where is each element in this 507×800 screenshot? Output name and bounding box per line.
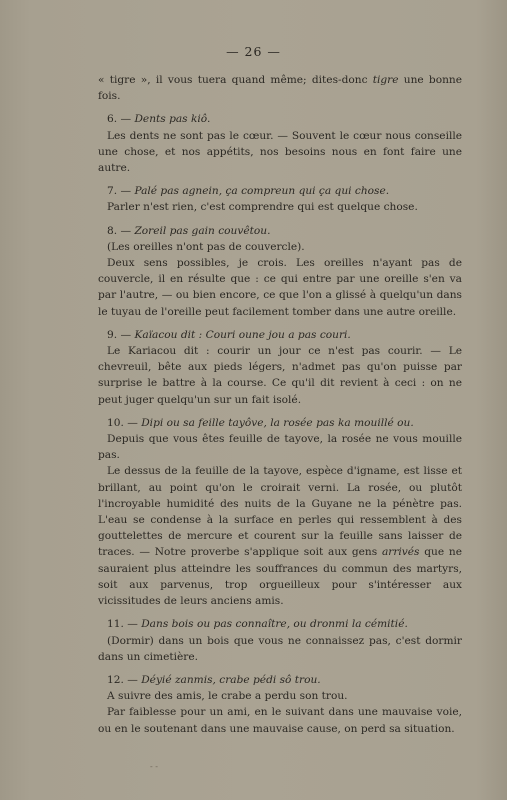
proverb-gloss: A suivre des amis, le crabe a perdu son trou. (107, 690, 348, 703)
opening-text-end: une bonne fois. (98, 74, 462, 103)
opening-paragraph (98, 72, 462, 104)
proverb-gloss: (Les oreilles n'ont pas de couvercle). (107, 240, 305, 253)
proverb-gloss: Parler n'est rien, c'est comprendre qui est quelque chose. (107, 201, 418, 214)
proverb-gloss: (Dormir) dans un bois que vous ne connaissez pas, c'est dormir dans un cimetière. (98, 634, 462, 663)
proverb-text: Kaïacou dit : Couri oune jou a pas couri. (134, 328, 351, 341)
proverb-heading-9 (98, 327, 462, 343)
proverb-number: 9. — (107, 328, 135, 341)
commentary-italic: arrivés (381, 546, 420, 559)
page-body (98, 72, 462, 737)
proverb-heading-11 (98, 616, 462, 632)
proverb-gloss: Deux sens possibles, je crois. Les oreilles n'ayant pas de couvercle, il en résulte que : ce qui entre par une oreille s'en va par l'autre, — ou bien encore, ce que l'on a glissé à quelqu'un dans le tuyau de l'oreille peut facilement tomber dans une autre oreille. (98, 257, 462, 318)
proverb-text: Palé pas agnein, ça compreun qui ça qui chose. (134, 185, 390, 198)
proverb-gloss: Les dents ne sont pas le cœur. — Souvent le cœur nous conseille une chose, et nos appétits, nos besoins nous en font faire une autre. (98, 129, 462, 175)
commentary-text: Le dessus de la feuille de la tayove, espèce d'igname, est lisse et brillant, au point qu'on le croirait verni. La rosée, ou plutôt l'incroyable humidité des nuits de la Guyane ne la pénètre pas. L'eau se condense à la surface en perles qui ressemblent à des gouttelettes de mercure et courent sur la feuille sans laisser de traces. — Notre proverbe s'applique soit aux gens (98, 465, 462, 559)
page-smudge-mark: - - (150, 762, 158, 771)
proverb-heading-7 (98, 183, 462, 199)
proverb-gloss: Le Kariacou dit : courir un jour ce n'est pas courir. — Le chevreuil, bête aux pieds légers, n'admet pas qu'on puisse par surprise le battre à la course. Ce qu'il dit revient à ceci : on ne peut juger quelqu'un sur un fait isolé. (98, 345, 462, 406)
proverb-heading-6 (98, 111, 462, 127)
proverb-gloss: Depuis que vous êtes feuille de tayove, la rosée ne vous mouille pas. (98, 433, 462, 462)
proverb-text: Déyié zanmis, crabe pédi sô trou. (141, 673, 321, 686)
proverb-number: 12. — (107, 673, 142, 686)
proverb-gloss: Par faiblesse pour un ami, en le suivant dans une mauvaise voie, ou en le soutenant dans une mauvaise cause, on perd sa situation. (98, 706, 462, 735)
proverb-text: Dipi ou sa feille tayôve, la rosée pas ka mouillé ou. (141, 416, 414, 429)
page-number: — 26 — (226, 44, 281, 59)
proverb-number: 8. — (107, 224, 135, 237)
proverb-number: 6. — (107, 113, 135, 126)
opening-italic: tigre (372, 74, 399, 86)
proverb-commentary (98, 463, 462, 609)
opening-text: « tigre », il vous tuera quand même; dites-donc (98, 74, 373, 86)
commentary-text-end: que ne sauraient plus atteindre les souffrances du commun des martyrs, soit aux parvenus, trop orgueilleux pour s'intéresser aux vicissitudes de leurs anciens amis. (98, 546, 462, 608)
proverb-heading-10 (98, 415, 462, 431)
proverb-heading-8 (98, 223, 462, 239)
proverb-text: Zoreil pas gain couvêtou. (134, 224, 271, 237)
proverb-text: Dents pas kiô. (134, 113, 211, 126)
proverb-number: 11. — (107, 618, 142, 631)
proverb-number: 7. — (107, 185, 135, 198)
proverb-heading-12 (98, 672, 462, 688)
proverb-number: 10. — (107, 416, 142, 429)
proverb-text: Dans bois ou pas connaître, ou dronmi la cémitié. (141, 618, 408, 631)
